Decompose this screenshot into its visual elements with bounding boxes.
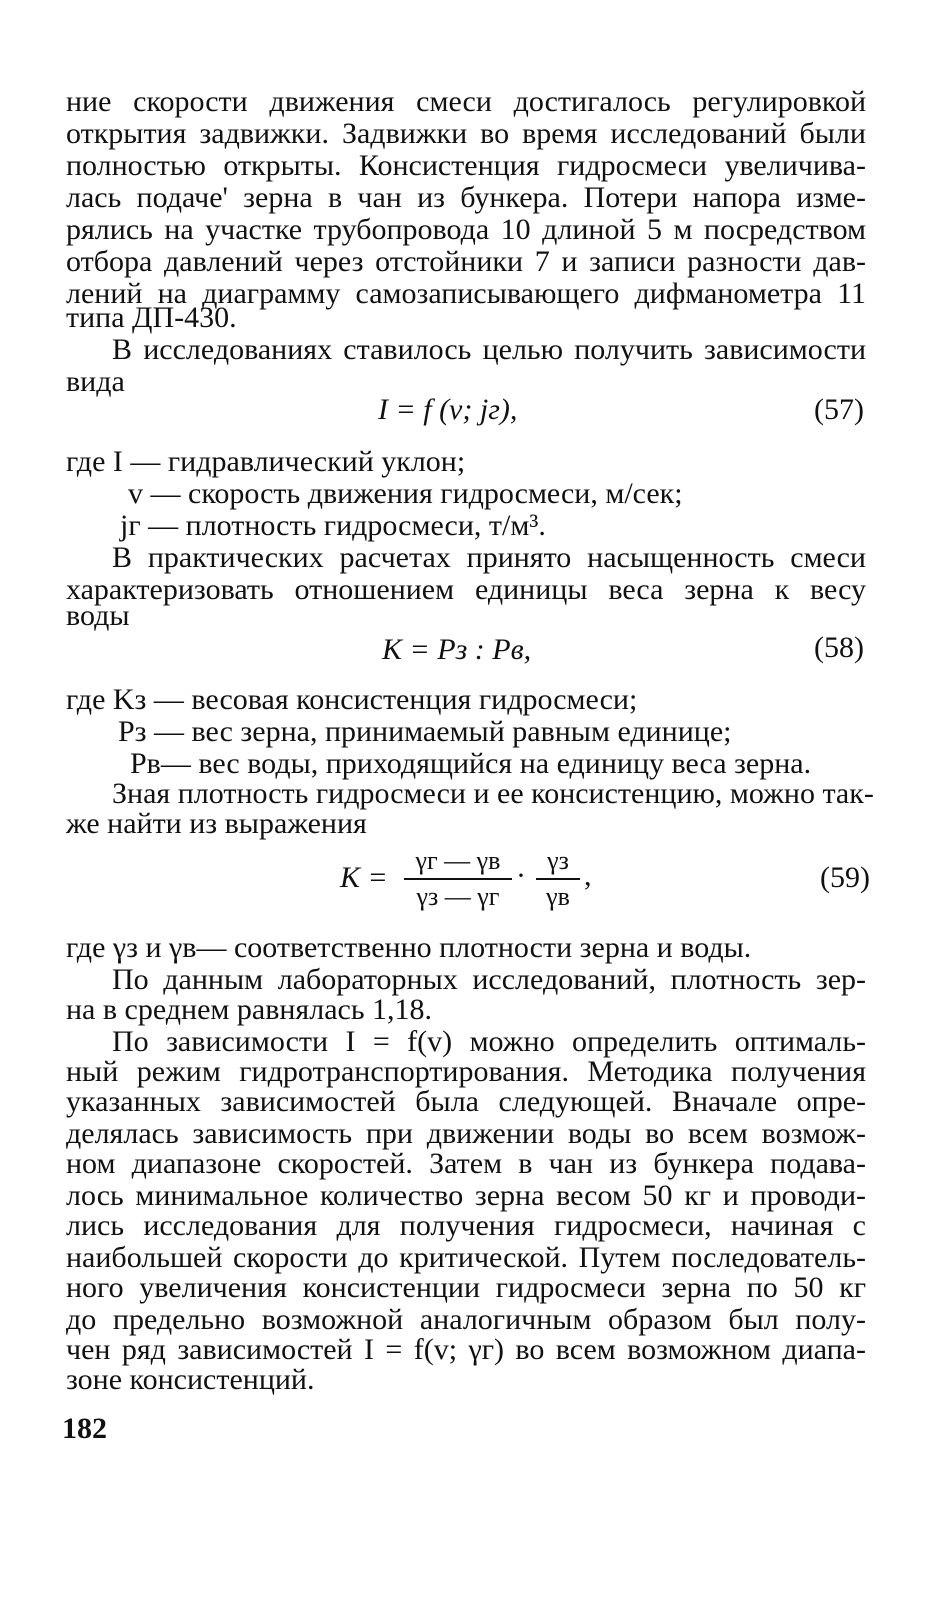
definition-line: где Kз — весовая консистенция гидросмеси;: [66, 683, 638, 716]
text-line: В практических расчетах принято насыщенность смеси: [112, 541, 866, 574]
text-line: на в среднем равнялась 1,18.: [66, 993, 433, 1026]
definition-line: Pз — вес зерна, принимаемый равным единице;: [118, 715, 732, 748]
text-line: вида: [66, 365, 125, 398]
page-number: 182: [62, 1412, 107, 1445]
text-line: ние скорости движения смеси достигалось регулировкой: [66, 85, 866, 118]
text-line: зоне консистенций.: [66, 1363, 315, 1396]
text-line: лось минимальное количество зерна весом 50 кг и проводи-: [66, 1179, 866, 1212]
definition-line: Pв— вес воды, приходящийся на единицу веса зерна.: [130, 747, 812, 780]
text-line: типа ДП-430.: [66, 301, 237, 334]
multiply-dot: ·: [516, 859, 526, 892]
formula-58: K = Pз : Pв,: [382, 633, 532, 666]
equation-number-58: (58): [814, 631, 864, 664]
formula-57: I = f (v; jг),: [378, 393, 518, 426]
text-line: ный режим гидротранспортирования. Методика получения: [66, 1055, 866, 1088]
fraction-1-numerator: γг — γв: [415, 846, 501, 875]
definition-line: где I — гидравлический уклон;: [66, 445, 466, 478]
definition-line: jг — плотность гидросмеси, т/м³.: [120, 509, 546, 542]
text-line: По данным лабораторных исследований, плотность зер-: [112, 963, 866, 996]
text-line: указанных зависимостей была следующей. Вначале опре-: [66, 1085, 866, 1118]
fraction-2-bar: [536, 878, 580, 880]
text-line: открытия задвижки. Задвижки во время исследований были: [66, 117, 866, 150]
text-line: лений на диаграмму самозаписывающего дифманометра 11: [66, 277, 866, 310]
text-line: до предельно возможной аналогичным образом был полу-: [66, 1303, 866, 1336]
text-line: полностью открыты. Консистенция гидросмеси увеличива-: [66, 149, 866, 182]
definition-line: v — скорость движения гидросмеси, м/сек;: [128, 477, 683, 510]
text-line: делялась зависимость при движении воды во всем возмож-: [66, 1117, 866, 1150]
fraction-1-denominator: γз — γг: [416, 882, 500, 911]
fraction-1-bar: [404, 878, 512, 880]
text-line: В исследованиях ставилось целью получить зависимости: [112, 333, 866, 366]
text-line: лись исследования для получения гидросмеси, начиная с: [66, 1209, 866, 1242]
formula-59-comma: ,: [584, 859, 592, 892]
definition-line: где γз и γв— соответственно плотности зерна и воды.: [66, 931, 752, 964]
text-line: чен ряд зависимостей I = f(v; γг) во всем возможном диапа-: [66, 1333, 866, 1366]
text-line: Зная плотность гидросмеси и ее консистенцию, можно так-: [112, 777, 874, 810]
text-line: лась подаче' зерна в чан из бункера. Потери напора изме-: [66, 181, 866, 214]
text-line: же найти из выражения: [66, 807, 367, 840]
equation-number-59: (59): [820, 861, 870, 894]
fraction-2-numerator: γз: [547, 846, 569, 875]
text-line: воды: [66, 599, 130, 632]
text-line: рялись на участке трубопровода 10 длиной 5 м посредством: [66, 213, 866, 246]
text-line: характеризовать отношением единицы веса зерна к весу: [66, 573, 866, 606]
text-line: ного увеличения консистенции гидросмеси зерна по 50 кг: [66, 1271, 866, 1304]
text-line: отбора давлений через отстойники 7 и записи разности дав-: [66, 245, 866, 278]
fraction-2-denominator: γв: [546, 882, 570, 911]
text-line: По зависимости I = f(v) можно определить оптималь-: [112, 1025, 866, 1058]
formula-59-lhs: K =: [340, 861, 388, 894]
equation-number-57: (57): [814, 393, 864, 426]
text-line: наибольшей скорости до критической. Путем последователь-: [66, 1241, 866, 1274]
text-line: ном диапазоне скоростей. Затем в чан из бункера подава-: [66, 1147, 866, 1180]
